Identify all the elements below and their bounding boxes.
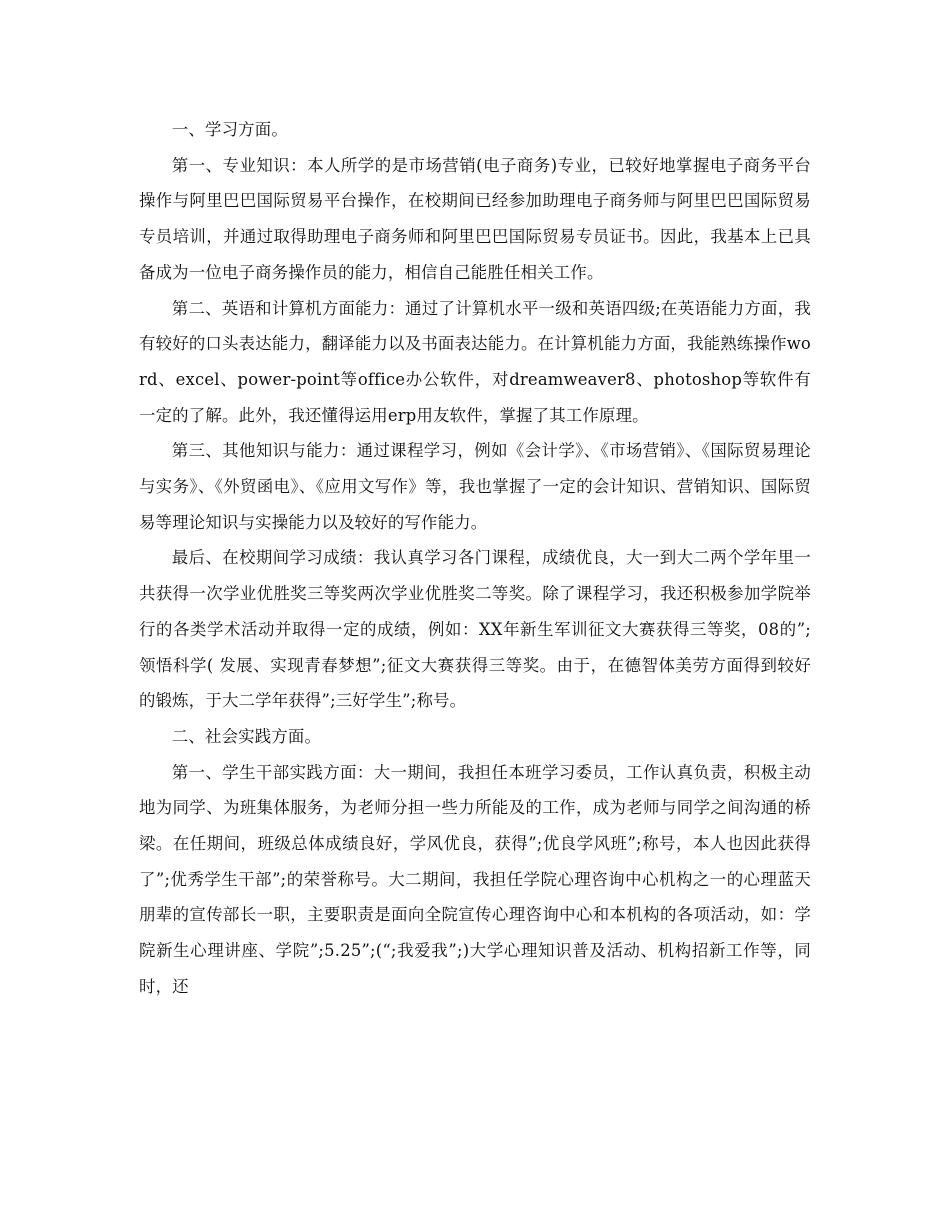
paragraph-other-knowledge: 第三、其他知识与能力：通过课程学习，例如《会计学》、《市场营销》、《国际贸易理论与实务》、《外贸函电》、《应用文写作》等，我也掌握了一定的会计知识、营销知识、国际贸易等理论知识与实操能力以及较好的写作能力。 — [139, 441, 811, 532]
document-body — [139, 112, 811, 1005]
section-heading-practice: 二、社会实践方面。 — [171, 726, 322, 746]
paragraph-professional-knowledge: 第一、专业知识：本人所学的是市场营销(电子商务)专业，已较好地掌握电子商务平台操作与阿里巴巴国际贸易平台操作，在校期间已经参加助理电子商务师与阿里巴巴国际贸易专员培训，并通过取得助理电子商务师和阿里巴巴国际贸易专员证书。因此，我基本上已具备成为一位电子商务操作员的能力，相信自己能胜任相关工作。 — [139, 155, 811, 282]
paragraph-english-computer: 第二、英语和计算机方面能力：通过了计算机水平一级和英语四级;在英语能力方面，我有较好的口头表达能力，翻译能力以及书面表达能力。在计算机能力方面，我能熟练操作word、excel、power-point等office办公软件，对dreamweaver8、photoshop等软件有一定的了解。此外，我还懂得运用erp用友软件，掌握了其工作原理。 — [139, 298, 811, 425]
paragraph-academic-results: 最后、在校期间学习成绩：我认真学习各门课程，成绩优良，大一到大二两个学年里一共获得一次学业优胜奖三等奖两次学业优胜奖二等奖。除了课程学习，我还积极参加学院举行的各类学术活动并取得一定的成绩，例如：XX年新生军训征文大赛获得三等奖，08的”;领悟科学( 发展、实现青春梦想”;征文大赛获得三等奖。由于，在德智体美劳方面得到较好的锻炼，于大二学年获得”;三好学生”;称号。 — [139, 548, 811, 711]
section-heading-study: 一、学习方面。 — [171, 120, 288, 139]
paragraph-student-cadre: 第一、学生干部实践方面：大一期间，我担任本班学习委员，工作认真负责，积极主动地为同学、为班集体服务，为老师分担一些力所能及的工作，成为老师与同学之间沟通的桥梁。在任期间，班级总体成绩良好，学风优良，获得”;优良学风班”;称号，本人也因此获得了”;优秀学生干部”;的荣誉称号。大二期间，我担任学院心理咨询中心机构之一的心理蓝天朋辈的宣传部长一职，主要职责是面向全院宣传心理咨询中心和本机构的各项活动，如：学院新生心理讲座、学院”;5.25”;(“;我爱我”;)大学心理知识普及活动、机构招新工作等，同时，还 — [139, 762, 811, 996]
